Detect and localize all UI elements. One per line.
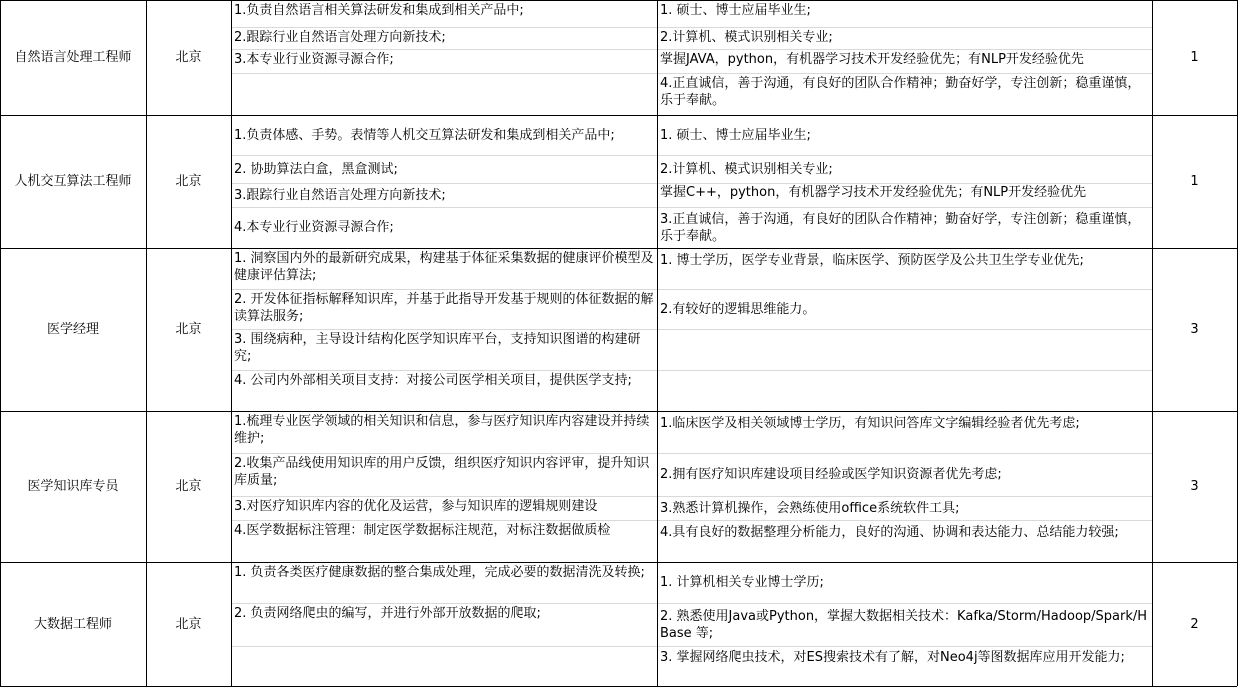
requirement-text: 4.具有良好的数据整理分析能力，良好的沟通、协调和表达能力、总结能力较强; (660, 525, 1119, 540)
requirement-cell[interactable] (657, 115, 1152, 155)
requirement-cell[interactable] (657, 183, 1152, 207)
job-city-cell[interactable] (146, 562, 231, 686)
requirement-text: 掌握JAVA，python，有机器学习技术开发经验优先；有NLP开发经验优先 (660, 52, 1084, 67)
duty-cell[interactable] (231, 646, 657, 686)
row-divider (231, 453, 1152, 454)
row-border (0, 248, 1237, 249)
row-divider (231, 603, 1152, 604)
duty-text: 2.跟踪行业自然语言处理方向新技术; (234, 30, 446, 45)
job-title-cell[interactable] (0, 562, 146, 686)
duty-cell[interactable] (231, 207, 657, 248)
job-title: 自然语言处理工程师 (14, 50, 132, 65)
row-divider (231, 27, 1152, 28)
requirement-cell[interactable] (657, 411, 1152, 453)
requirement-text: 2.有较好的逻辑思维能力。 (660, 302, 816, 317)
job-title: 医学知识库专员 (27, 479, 119, 494)
headcount: 1 (1190, 174, 1199, 189)
duty-text: 1.梳理专业医学领域的相关知识和信息，参与医疗知识库内容建设并持续维护; (234, 414, 650, 446)
duty-text: 2. 协助算法白盒，黑盒测试; (234, 162, 398, 177)
requirement-cell[interactable] (657, 603, 1152, 646)
requirement-cell[interactable] (657, 207, 1152, 248)
duty-cell[interactable] (231, 73, 657, 115)
duty-text: 3.跟踪行业自然语言处理方向新技术; (234, 188, 446, 203)
headcount: 1 (1190, 50, 1199, 65)
row-border (0, 115, 1237, 116)
requirement-cell[interactable] (657, 329, 1152, 370)
requirement-text: 3. 掌握网络爬虫技术，对ES搜索技术有了解，对Neo4j等图数据库应用开发能力; (660, 650, 1125, 665)
duty-text: 4. 公司内外部相关项目支持：对接公司医学相关项目，提供医学支持; (234, 373, 632, 388)
column-border (146, 0, 147, 686)
requirement-text: 4.正直诚信，善于沟通，有良好的团队合作精神；勤奋好学，专注创新；稳重谨慎，乐于奉献。 (660, 76, 1141, 108)
duty-cell[interactable] (231, 289, 657, 329)
duty-text: 1. 洞察国内外的最新研究成果，构建基于体征采集数据的健康评价模型及健康评估算法; (234, 251, 654, 283)
duty-cell[interactable] (231, 453, 657, 496)
duty-cell[interactable] (231, 562, 657, 603)
job-city: 北京 (175, 50, 202, 65)
requirement-text: 1. 硕士、博士应届毕业生; (660, 128, 811, 143)
duty-text: 4.医学数据标注管理：制定医学数据标注规范，对标注数据做质检 (234, 523, 611, 538)
requirement-text: 2.拥有医疗知识库建设项目经验或医学知识资源者优先考虑; (660, 467, 1002, 482)
row-border (0, 0, 1237, 1)
job-city: 北京 (175, 616, 202, 632)
headcount-cell[interactable] (1152, 248, 1237, 411)
duty-cell[interactable] (231, 520, 657, 562)
job-title: 大数据工程师 (33, 616, 112, 632)
job-title-cell[interactable] (0, 248, 146, 411)
requirement-text: 1. 硕士、博士应届毕业生; (660, 3, 811, 18)
row-divider (231, 496, 1152, 497)
requirement-cell[interactable] (657, 248, 1152, 289)
job-title: 人机交互算法工程师 (14, 174, 132, 189)
requirement-text: 2.计算机、模式识别相关专业; (660, 162, 833, 177)
requirement-text: 1.临床医学及相关领域博士学历，有知识问答库文字编辑经验者优先考虑; (660, 416, 1080, 431)
row-divider (231, 520, 1152, 521)
requirement-text: 1. 博士学历，医学专业背景，临床医学、预防医学及公共卫生学专业优先; (660, 253, 1084, 268)
duty-cell[interactable] (231, 155, 657, 183)
duty-cell[interactable] (231, 329, 657, 370)
requirement-cell[interactable] (657, 49, 1152, 73)
headcount-cell[interactable] (1152, 411, 1237, 562)
duty-cell[interactable] (231, 248, 657, 289)
duty-text: 3. 围绕病种，主导设计结构化医学知识库平台，支持知识图谱的构建研究; (234, 332, 641, 364)
job-title-cell[interactable] (0, 115, 146, 248)
duty-text: 4.本专业行业资源寻源合作; (234, 220, 394, 235)
requirement-cell[interactable] (657, 289, 1152, 329)
requirement-text: 掌握C++，python，有机器学习技术开发经验优先；有NLP开发经验优先 (660, 185, 1087, 200)
job-city-cell[interactable] (146, 248, 231, 411)
requirement-cell[interactable] (657, 496, 1152, 520)
duty-text: 3.对医疗知识库内容的优化及运营，参与知识库的逻辑规则建设 (234, 499, 598, 514)
duty-cell[interactable] (231, 115, 657, 155)
column-border (1152, 0, 1153, 686)
duty-cell[interactable] (231, 603, 657, 646)
requirement-cell[interactable] (657, 562, 1152, 603)
row-divider (231, 329, 1152, 330)
row-divider (231, 646, 1152, 647)
row-border (0, 562, 1237, 563)
duty-text: 2. 开发体征指标解释知识库，并基于此指导开发基于规则的体征数据的解读算法服务; (234, 292, 654, 324)
duty-text: 3.本专业行业资源寻源合作; (234, 52, 394, 67)
headcount-cell[interactable] (1152, 562, 1237, 686)
requirement-cell[interactable] (657, 453, 1152, 496)
requirement-text: 3.正直诚信，善于沟通，有良好的团队合作精神；勤奋好学，专注创新；稳重谨慎，乐于奉献。 (660, 212, 1141, 244)
headcount-cell[interactable] (1152, 0, 1237, 115)
duty-cell[interactable] (231, 370, 657, 411)
headcount: 2 (1190, 616, 1199, 632)
duty-cell[interactable] (231, 0, 657, 27)
duty-cell[interactable] (231, 411, 657, 453)
column-border (657, 0, 658, 686)
duty-cell[interactable] (231, 49, 657, 73)
row-divider (231, 183, 1152, 184)
requirement-text: 2. 熟悉使用Java或Python，掌握大数据相关技术：Kafka/Storm/Hadoop/Spark/HBase 等; (660, 609, 1148, 641)
requirement-cell[interactable] (657, 646, 1152, 686)
duty-text: 2. 负责网络爬虫的编写，并进行外部开放数据的爬取; (234, 606, 541, 621)
requirement-cell[interactable] (657, 155, 1152, 183)
row-divider (231, 370, 1152, 371)
column-border (0, 0, 1, 686)
duty-text: 1. 负责各类医疗健康数据的整合集成处理，完成必要的数据清洗及转换; (234, 565, 645, 580)
duty-cell[interactable] (231, 183, 657, 207)
requirement-text: 3.熟悉计算机操作，会熟练使用office系统软件工具; (660, 501, 960, 516)
row-border (0, 411, 1237, 412)
column-border (1237, 0, 1238, 686)
headcount: 3 (1190, 322, 1199, 337)
duty-text: 2.收集产品线使用知识库的用户反馈，组织医疗知识内容评审，提升知识库质量; (234, 456, 650, 488)
job-title-cell[interactable] (0, 0, 146, 115)
requirement-cell[interactable] (657, 520, 1152, 562)
duty-text: 1.负责自然语言相关算法研发和集成到相关产品中; (234, 3, 524, 18)
duty-cell[interactable] (231, 27, 657, 49)
requirement-text: 2.计算机、模式识别相关专业; (660, 30, 833, 45)
job-city: 北京 (175, 479, 202, 494)
job-city: 北京 (175, 174, 202, 189)
requirement-cell[interactable] (657, 0, 1152, 27)
job-title-cell[interactable] (0, 411, 146, 562)
duty-text: 1.负责体感、手势。表情等人机交互算法研发和集成到相关产品中; (234, 128, 615, 143)
job-city: 北京 (175, 322, 202, 337)
job-city-cell[interactable] (146, 115, 231, 248)
duty-cell[interactable] (231, 496, 657, 520)
requirement-cell[interactable] (657, 73, 1152, 115)
headcount-cell[interactable] (1152, 115, 1237, 248)
requirement-cell[interactable] (657, 370, 1152, 411)
row-border (0, 686, 1237, 687)
row-divider (231, 73, 1152, 74)
job-city-cell[interactable] (146, 411, 231, 562)
row-divider (231, 155, 1152, 156)
job-city-cell[interactable] (146, 0, 231, 115)
row-divider (231, 207, 1152, 208)
row-divider (231, 49, 1152, 50)
column-border (231, 0, 232, 686)
requirement-cell[interactable] (657, 27, 1152, 49)
row-divider (231, 289, 1152, 290)
job-title: 医学经理 (46, 322, 99, 337)
requirement-text: 1. 计算机相关专业博士学历; (660, 575, 824, 590)
headcount: 3 (1190, 479, 1199, 494)
